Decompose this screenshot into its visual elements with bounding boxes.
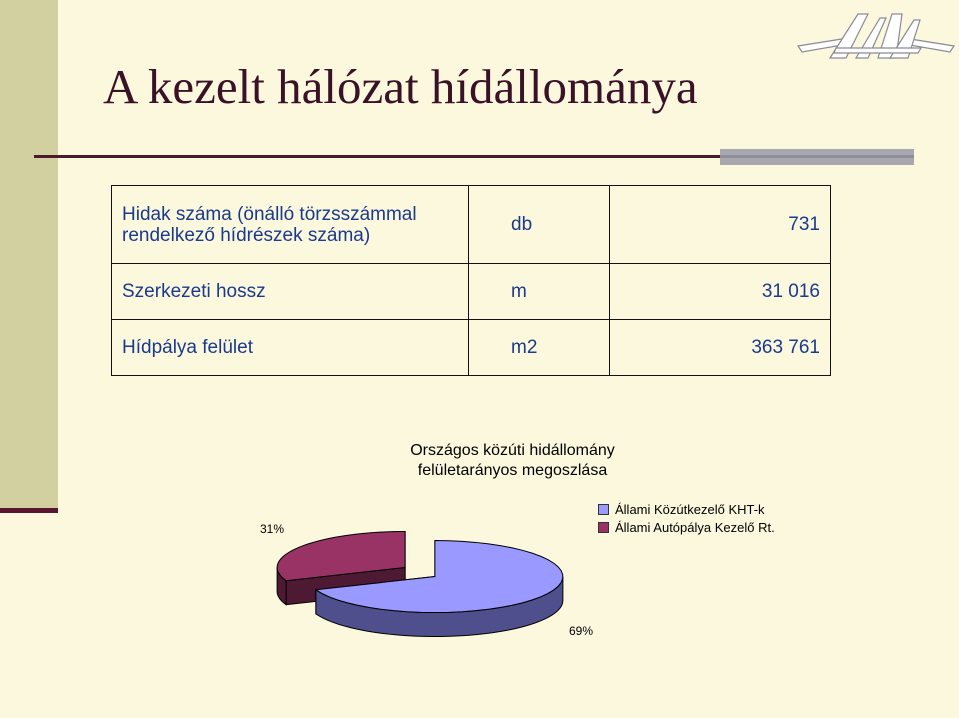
- left-accent-bar: [0, 0, 58, 508]
- row-value: 731: [610, 186, 831, 264]
- legend-swatch: [598, 504, 609, 515]
- slice-label-31: 31%: [259, 522, 285, 536]
- title-rule-highlight-line: [720, 155, 914, 158]
- row-label: Szerkezeti hossz: [112, 264, 469, 320]
- triangle-logo-icon: [796, 8, 956, 63]
- table-row: [112, 320, 831, 376]
- row-unit: m: [469, 264, 610, 320]
- pie-chart: [240, 490, 600, 650]
- table-row: [112, 186, 831, 264]
- row-label: Hídpálya felület: [112, 320, 469, 376]
- row-unit: db: [469, 186, 610, 264]
- legend-label: Állami Autópálya Kezelő Rt.: [615, 519, 775, 535]
- legend-item: [598, 500, 775, 518]
- row-value: 363 761: [610, 320, 831, 376]
- chart-legend: [598, 500, 775, 536]
- bridge-stats-table: [111, 185, 831, 376]
- row-unit: m2: [469, 320, 610, 376]
- row-label: Hidak száma (önálló törzsszámmal rendelkező hídrészek száma): [112, 186, 469, 264]
- table-row: [112, 264, 831, 320]
- page-title: A kezelt hálózat hídállománya: [103, 59, 698, 114]
- slice-label-69: 69%: [568, 624, 594, 638]
- left-accent-bar-foot: [0, 508, 58, 513]
- chart-title: Országos közúti hidállomány felületarányos megoszlása: [410, 442, 615, 479]
- legend-item: [598, 518, 775, 536]
- legend-label: Állami Közútkezelő KHT-k: [615, 501, 765, 517]
- row-value: 31 016: [610, 264, 831, 320]
- legend-swatch: [598, 522, 609, 533]
